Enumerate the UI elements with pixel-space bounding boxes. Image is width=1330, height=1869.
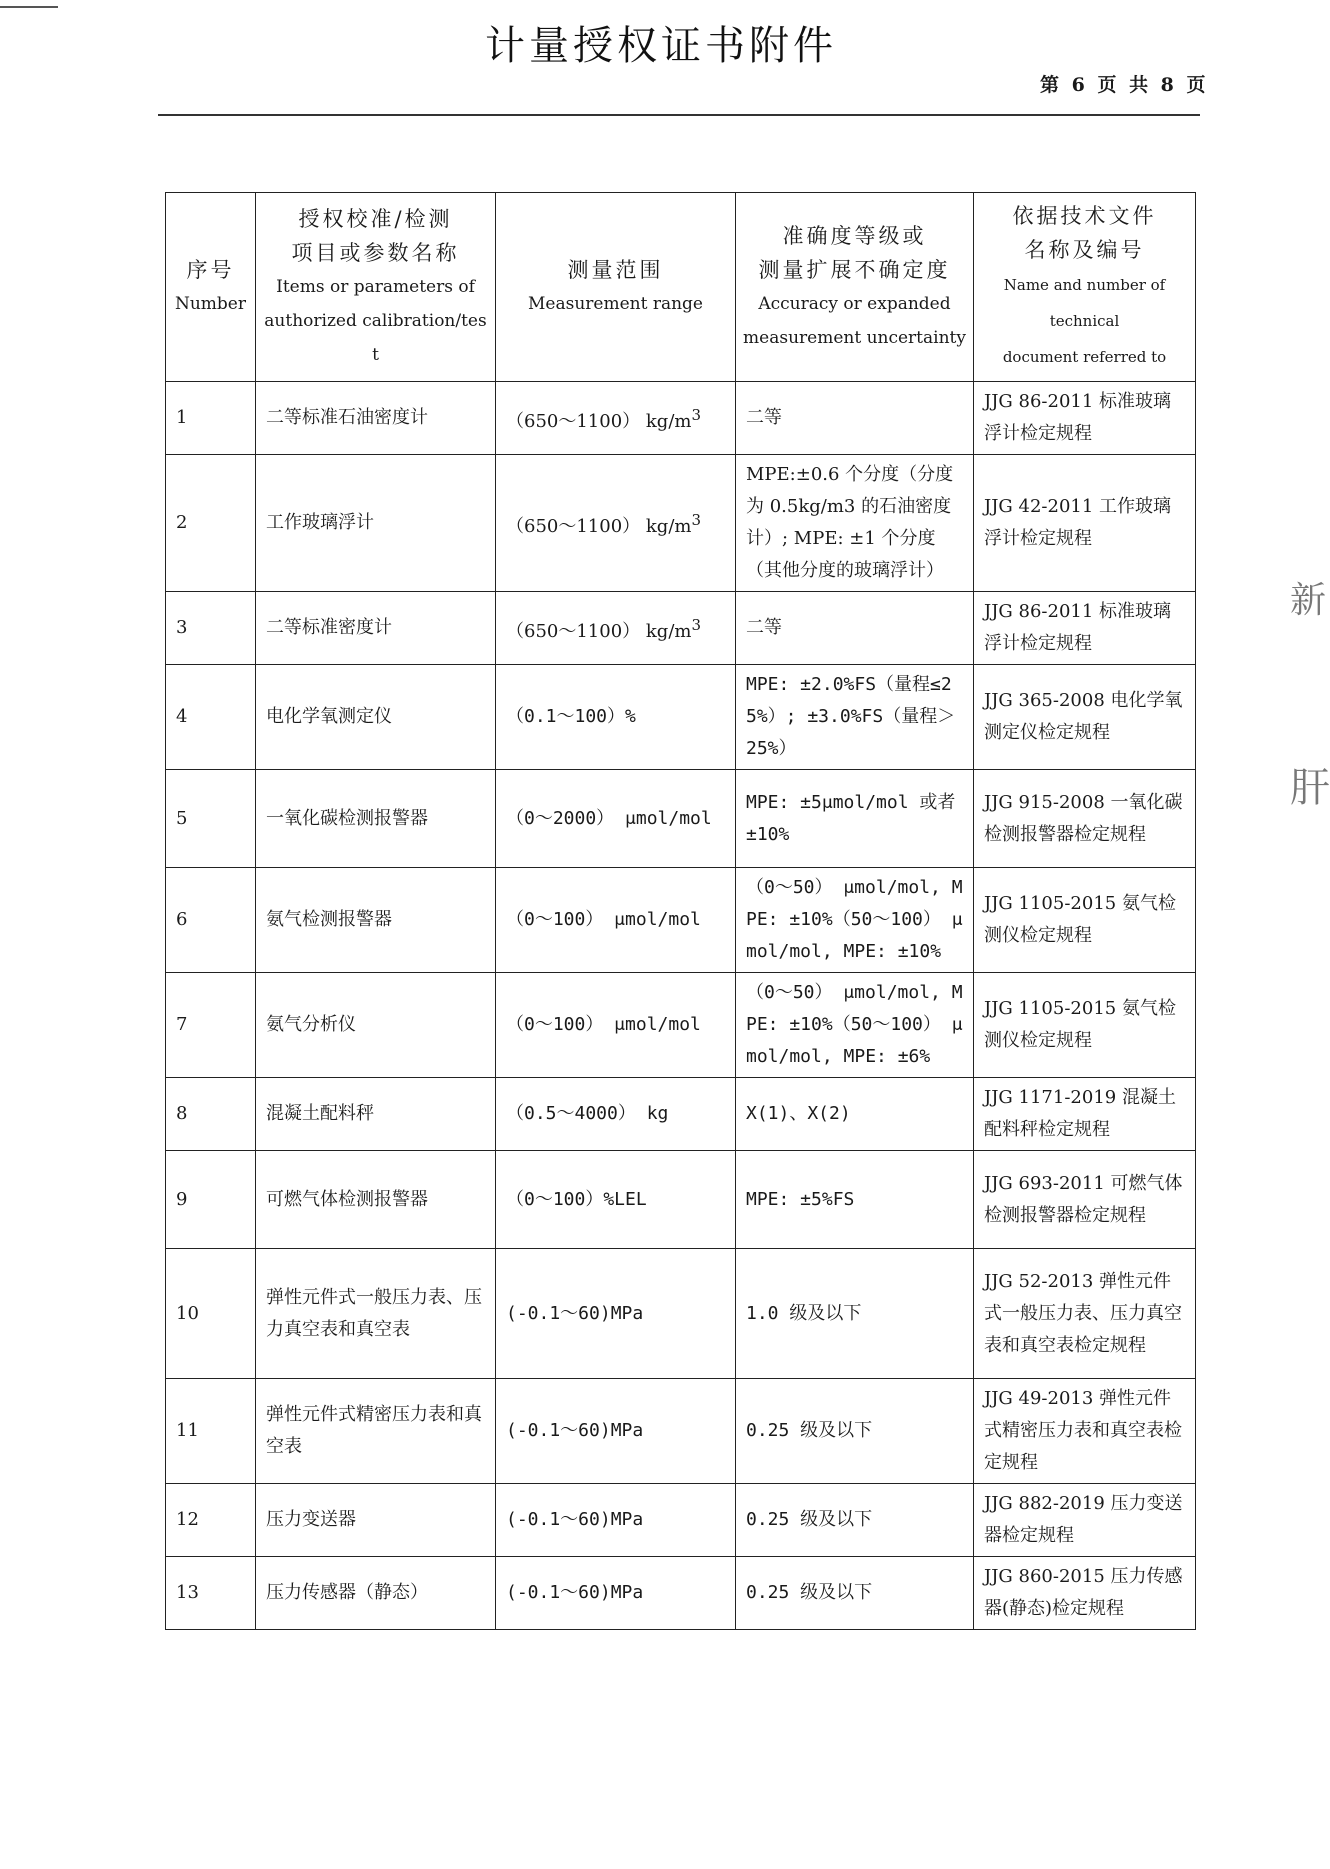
row-number: 2 (166, 455, 256, 592)
row-range: (-0.1～60)MPa (496, 1249, 736, 1379)
table-row (166, 1249, 1196, 1379)
row-item: 氨气检测报警器 (256, 868, 496, 973)
row-document: JJG 52-2013 弹性元件式一般压力表、压力真空表和真空表检定规程 (974, 1249, 1196, 1379)
table-row (166, 973, 1196, 1078)
corner-mark (0, 6, 58, 8)
row-document: JJG 365-2008 电化学氧测定仪检定规程 (974, 665, 1196, 770)
header-number: 序号 Number (166, 193, 256, 382)
row-document: JJG 1105-2015 氨气检测仪检定规程 (974, 868, 1196, 973)
row-number: 11 (166, 1379, 256, 1484)
row-item: 弹性元件式精密压力表和真空表 (256, 1379, 496, 1484)
row-document: JJG 915-2008 一氧化碳检测报警器检定规程 (974, 770, 1196, 868)
row-number: 1 (166, 382, 256, 455)
row-item: 电化学氧测定仪 (256, 665, 496, 770)
row-item: 压力传感器（静态） (256, 1557, 496, 1630)
row-document: JJG 49-2013 弹性元件式精密压力表和真空表检定规程 (974, 1379, 1196, 1484)
margin-stamp-lower: 肝 (1290, 765, 1330, 811)
row-range: （0～100） μmol/mol (496, 973, 736, 1078)
row-range: （650～1100） $kg/m^3$ (496, 382, 736, 455)
table-row (166, 665, 1196, 770)
table-row (166, 1151, 1196, 1249)
table-row (166, 1557, 1196, 1630)
row-accuracy: （0～50） μmol/mol, MPE: ±10%（50～100） μmol/mol, MPE: ±10% (736, 868, 974, 973)
table-row (166, 1379, 1196, 1484)
row-accuracy: 1.0 级及以下 (736, 1249, 974, 1379)
table-header-row (166, 193, 1196, 382)
row-document: JJG 86-2011 标准玻璃浮计检定规程 (974, 382, 1196, 455)
row-range: （0～100） μmol/mol (496, 868, 736, 973)
row-range: (-0.1～60)MPa (496, 1379, 736, 1484)
row-document: JJG 693-2011 可燃气体检测报警器检定规程 (974, 1151, 1196, 1249)
header-range: 测量范围 Measurement range (496, 193, 736, 382)
row-range: （0.1～100）% (496, 665, 736, 770)
header-document: 依据技术文件 名称及编号 Name and number of technical document referred to (974, 193, 1196, 382)
row-accuracy: 0.25 级及以下 (736, 1484, 974, 1557)
row-range: （0～100）%LEL (496, 1151, 736, 1249)
row-accuracy: （0～50） μmol/mol, MPE: ±10%（50～100） μmol/mol, MPE: ±6% (736, 973, 974, 1078)
row-number: 8 (166, 1078, 256, 1151)
header-accuracy: 准确度等级或 测量扩展不确定度 Accuracy or expanded measurement uncertainty (736, 193, 974, 382)
row-number: 5 (166, 770, 256, 868)
table-row (166, 770, 1196, 868)
row-range: (-0.1～60)MPa (496, 1557, 736, 1630)
row-accuracy: MPE:±0.6 个分度（分度为 0.5kg/m3 的石油密度计）; MPE: ±1 个分度（其他分度的玻璃浮计） (736, 455, 974, 592)
row-document: JJG 860-2015 压力传感器(静态)检定规程 (974, 1557, 1196, 1630)
row-range: （650～1100） $kg/m^3$ (496, 455, 736, 592)
table-row (166, 1484, 1196, 1557)
table-row (166, 382, 1196, 455)
header-item: 授权校准/检测 项目或参数名称 Items or parameters of authorized calibration/test (256, 193, 496, 382)
row-document: JJG 882-2019 压力变送器检定规程 (974, 1484, 1196, 1557)
calibration-items-table (165, 192, 1196, 1630)
row-accuracy: MPE: ±5%FS (736, 1151, 974, 1249)
row-document: JJG 1171-2019 混凝土配料秤检定规程 (974, 1078, 1196, 1151)
row-document: JJG 86-2011 标准玻璃浮计检定规程 (974, 592, 1196, 665)
row-range: (-0.1～60)MPa (496, 1484, 736, 1557)
row-accuracy: MPE: ±5μmol/mol 或者±10% (736, 770, 974, 868)
row-number: 7 (166, 973, 256, 1078)
row-item: 混凝土配料秤 (256, 1078, 496, 1151)
row-range: （650～1100） $kg/m^3$ (496, 592, 736, 665)
row-range: （0.5～4000） kg (496, 1078, 736, 1151)
row-number: 3 (166, 592, 256, 665)
row-document: JJG 1105-2015 氨气检测仪检定规程 (974, 973, 1196, 1078)
table-row (166, 868, 1196, 973)
row-accuracy: X(1)、X(2) (736, 1078, 974, 1151)
row-accuracy: 二等 (736, 382, 974, 455)
row-accuracy: 0.25 级及以下 (736, 1379, 974, 1484)
margin-stamp-upper: 新 (1290, 580, 1327, 621)
row-document: JJG 42-2011 工作玻璃浮计检定规程 (974, 455, 1196, 592)
row-item: 可燃气体检测报警器 (256, 1151, 496, 1249)
row-item: 压力变送器 (256, 1484, 496, 1557)
row-number: 13 (166, 1557, 256, 1630)
row-number: 10 (166, 1249, 256, 1379)
row-accuracy: 0.25 级及以下 (736, 1557, 974, 1630)
header-divider (158, 114, 1200, 116)
row-number: 4 (166, 665, 256, 770)
row-item: 一氧化碳检测报警器 (256, 770, 496, 868)
row-accuracy: MPE: ±2.0%FS（量程≤25%）; ±3.0%FS（量程＞25%） (736, 665, 974, 770)
row-range: （0～2000） μmol/mol (496, 770, 736, 868)
table-row (166, 592, 1196, 665)
row-item: 弹性元件式一般压力表、压力真空表和真空表 (256, 1249, 496, 1379)
table-row (166, 1078, 1196, 1151)
document-title: 计量授权证书附件 (485, 23, 837, 69)
row-item: 二等标准密度计 (256, 592, 496, 665)
page-indicator: 第 6 页 共 8 页 (1040, 74, 1209, 96)
row-number: 12 (166, 1484, 256, 1557)
table-row (166, 455, 1196, 592)
row-accuracy: 二等 (736, 592, 974, 665)
row-item: 工作玻璃浮计 (256, 455, 496, 592)
row-number: 9 (166, 1151, 256, 1249)
row-number: 6 (166, 868, 256, 973)
row-item: 二等标准石油密度计 (256, 382, 496, 455)
row-item: 氨气分析仪 (256, 973, 496, 1078)
